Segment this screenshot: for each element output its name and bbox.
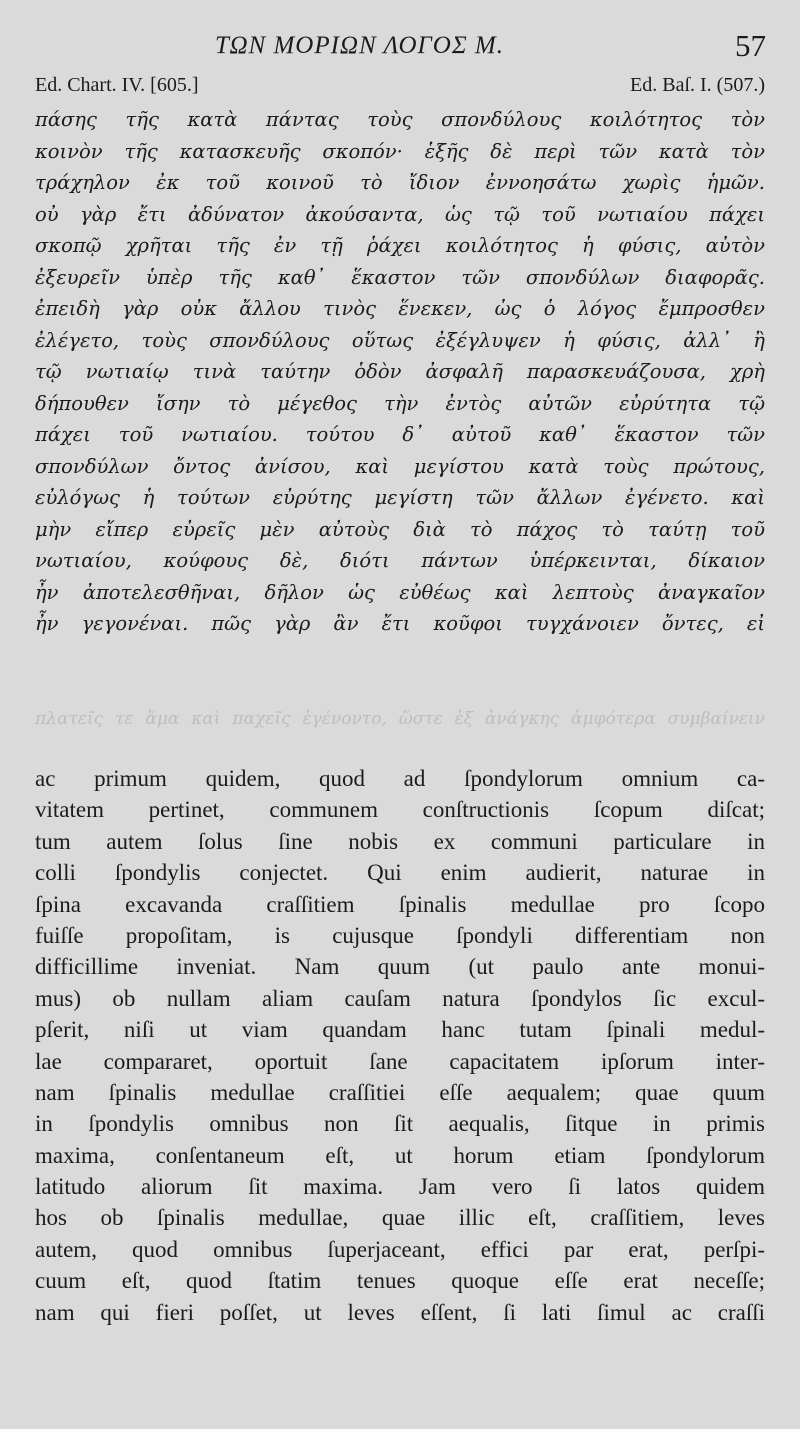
greek-line: τράχηλον ἐκ τοῦ κοινοῦ τὸ ἴδιον ἐννοησάτω χωρὶς ἡμῶν. <box>35 171 765 194</box>
latin-line: hos ob ſpinalis medullae, quae illic eſt, craſſitiem, leves <box>35 1205 765 1231</box>
greek-line: δήπουθεν ἴσην τὸ μέγεθος τὴν ἐντὸς αὐτῶν εὐρύτητα τῷ <box>35 391 765 415</box>
greek-line: κοινὸν τῆς κατασκευῆς σκοπόν· ἑξῆς δὲ περὶ τῶν κατὰ τὸν <box>35 139 765 163</box>
latin-line: ſpina excavanda craſſitiem ſpinalis medullae pro ſcopo <box>35 891 765 917</box>
greek-line: σκοπῷ χρῆται τῆς ἐν τῇ ῥάχει κοιλότητος ἡ φύσις, αὐτὸν <box>35 234 765 257</box>
latin-line: ac primum quidem, quod ad ſpondylorum omnium ca- <box>35 766 765 791</box>
greek-line: τῷ νωτιαίῳ τινὰ ταύτην ὁδὸν ἀσφαλῆ παρασκευάζουσα, χρὴ <box>35 360 765 383</box>
page-number: 57 <box>735 28 766 63</box>
latin-line: autem, quod omnibus ſuperjaceant, effici par erat, perſpi- <box>35 1236 765 1262</box>
latin-line: pſerit, niſi ut viam quandam hanc tutam ſpinali medul- <box>35 1017 765 1043</box>
greek-line: ἦν γεγονέναι. πῶς γὰρ ἂν ἔτι κοῦφοι τυγχάνοιεν ὄντες, εἰ <box>35 612 765 635</box>
greek-line: ἐπειδὴ γὰρ οὐκ ἄλλου τινὸς ἕνεκεν, ὡς ὁ λόγος ἔμπροσθεν <box>35 297 765 320</box>
latin-line: fuiſſe propoſitam, is cujusque ſpondyli differentiam non <box>35 922 765 948</box>
greek-line: σπονδύλων ὄντος ἀνίσου, καὶ μεγίστου κατὰ τοὺς πρώτους, <box>35 454 765 478</box>
edition-basel-reference: Ed. Baſ. I. (507.) <box>630 74 765 96</box>
greek-line: πάχει τοῦ νωτιαίου. τούτου δ᾽ αὐτοῦ καθ᾽ ἕκαστον τῶν <box>35 423 765 446</box>
latin-line: nam ſpinalis medullae craſſitiei eſſe aequalem; quae quum <box>35 1079 765 1105</box>
edition-chart-reference: Ed. Chart. IV. [605.] <box>35 74 199 96</box>
latin-line: tum autem ſolus ſine nobis ex communi particulare in <box>35 828 765 854</box>
latin-text-block <box>35 763 765 1328</box>
greek-line: εὐλόγως ἡ τούτων εὐρύτης μεγίστη τῶν ἄλλων ἐγένετο. καὶ <box>35 486 765 509</box>
greek-line: οὐ γὰρ ἔτι ἀδύνατον ἀκούσαντα, ὡς τῷ τοῦ νωτιαίου πάχει <box>35 202 765 226</box>
latin-line: nam qui fieri poſſet, ut leves eſſent, ſi lati ſimul ac craſſi <box>35 1299 765 1325</box>
latin-line: lae compararet, oportuit ſane capacitatem ipſorum inter- <box>35 1048 765 1074</box>
greek-line: μὴν εἴπερ εὐρεῖς μὲν αὐτοὺς διὰ τὸ πάχος τὸ ταύτῃ τοῦ <box>35 517 765 541</box>
latin-line: colli ſpondylis conjectet. Qui enim audierit, naturae in <box>35 860 765 886</box>
running-head <box>0 28 800 68</box>
greek-line: νωτιαίου, κούφους δὲ, διότι πάντων ὑπέρκεινται, δίκαιον <box>35 549 765 572</box>
greek-line: ἐλέγετο, τοὺς σπονδύλους οὕτως ἐξέγλυψεν ἡ φύσις, ἀλλ᾽ ἢ <box>35 328 765 352</box>
latin-line: latitudo aliorum ſit maxima. Jam vero ſi latos quidem <box>35 1174 765 1200</box>
greek-line: πάσης τῆς κατὰ πάντας τοὺς σπονδύλους κοιλότητος τὸν <box>35 108 765 131</box>
greek-line: ἐξευρεῖν ὑπὲρ τῆς καθ᾽ ἕκαστον τῶν σπονδύλων διαφορᾶς. <box>35 265 765 289</box>
latin-line: difficillime inveniat. Nam quum (ut paulo ante monui- <box>35 954 765 980</box>
edition-references <box>35 74 765 104</box>
greek-text-block <box>35 104 765 640</box>
latin-line: vitatem pertinet, communem conſtructionis ſcopum diſcat; <box>35 797 765 823</box>
bleed-through-line: πλατεῖς τε ἅμα καὶ παχεῖς ἐγένοντο, ὥστε ἐξ ἀνάγκης ἀμφότερα συμβαίνειν <box>35 709 765 729</box>
latin-line: mus) ob nullam aliam cauſam natura ſpondylos ſic excul- <box>35 985 765 1011</box>
latin-line: cuum eſt, quod ſtatim tenues quoque eſſe erat neceſſe; <box>35 1268 765 1294</box>
running-title: ΤΩΝ ΜΟΡΙΩΝ ΛΟΓΟΣ Μ. <box>215 32 504 59</box>
latin-line: maxima, conſentaneum eſt, ut horum etiam ſpondylorum <box>35 1142 765 1168</box>
greek-line: ἦν ἀποτελεσθῆναι, δῆλον ὡς εὐθέως καὶ λεπτοὺς ἀναγκαῖον <box>35 580 765 604</box>
latin-line: in ſpondylis omnibus non ſit aequalis, ſitque in primis <box>35 1111 765 1137</box>
